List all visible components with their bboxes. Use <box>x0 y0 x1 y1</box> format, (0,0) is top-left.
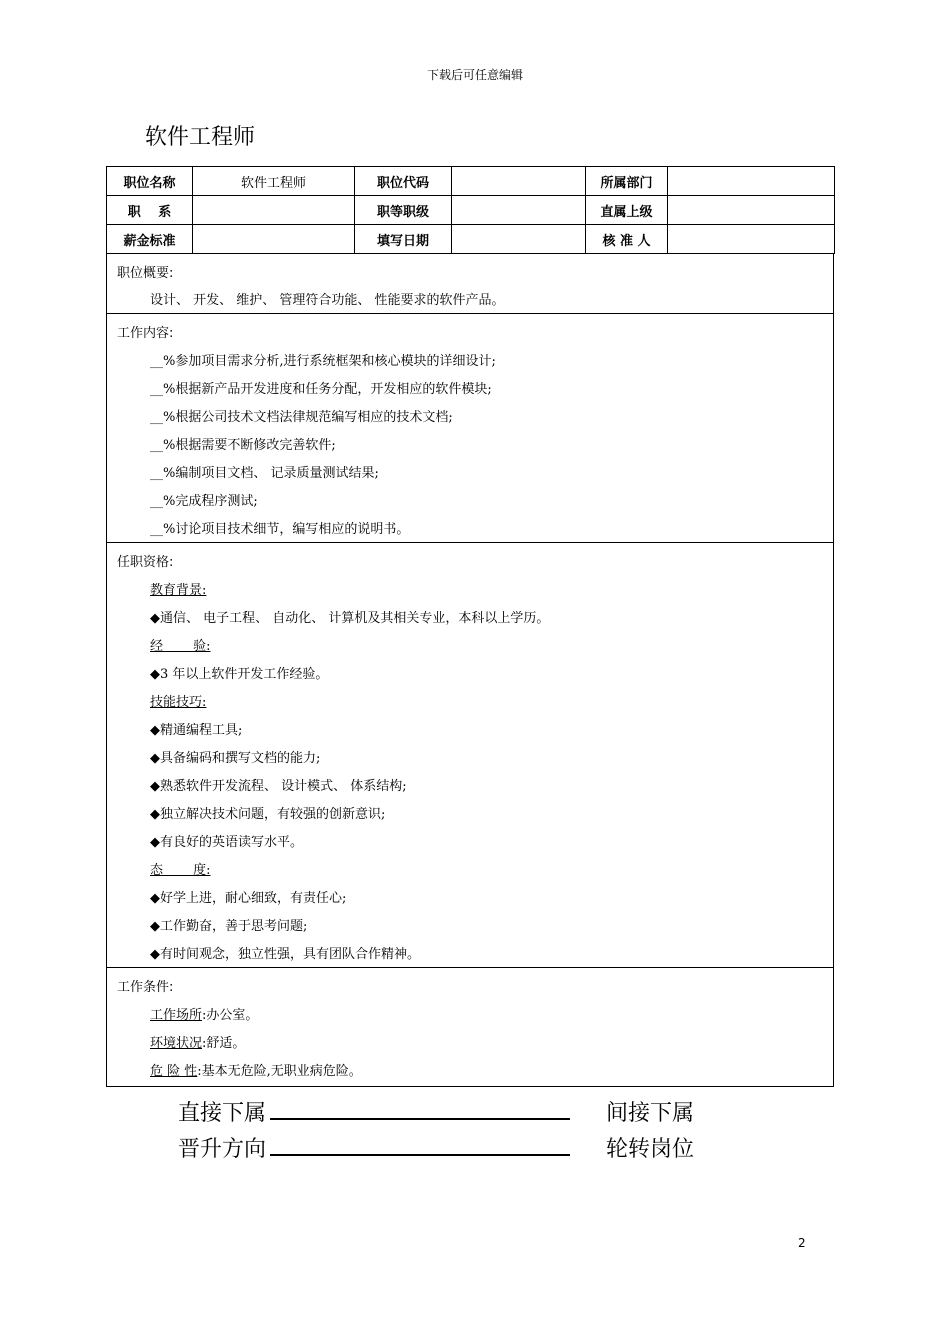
environment-value: :舒适。 <box>202 1036 246 1051</box>
workplace-value: :办公室。 <box>202 1008 259 1023</box>
attitude-item: ◆好学上进，耐心细致，有责任心; <box>150 891 347 906</box>
duty-item: __%参加项目需求分析,进行系统框架和核心模块的详细设计; <box>150 354 496 369</box>
risk-label: 危 险 性 <box>150 1064 198 1079</box>
label-position-name: 职位名称 <box>107 167 193 196</box>
label-position-code: 职位代码 <box>355 167 452 196</box>
overview-section <box>106 254 834 314</box>
workplace-label: 工作场所 <box>150 1008 203 1023</box>
education-label: 教育背景: <box>150 583 207 598</box>
attitude-item: ◆工作勤奋，善于思考问题; <box>150 919 308 934</box>
duty-item: __%根据需要不断修改完善软件; <box>150 438 336 453</box>
overview-text: 设计、 开发、 维护、 管理符合功能、 性能要求的软件产品。 <box>150 293 505 308</box>
duty-item: __%编制项目文档、 记录质量测试结果; <box>150 466 379 481</box>
duty-item: __%完成程序测试; <box>150 494 258 509</box>
promotion-label: 晋升方向 <box>178 1137 267 1162</box>
direct-reports-blank <box>270 1118 570 1120</box>
environment-line <box>150 1032 245 1051</box>
duties-section <box>106 314 834 543</box>
risk-line <box>150 1060 362 1079</box>
qualifications-title: 任职资格: <box>117 555 174 570</box>
rotation-label: 轮转岗位 <box>606 1137 695 1162</box>
value-job-grade <box>452 196 586 225</box>
table-row <box>107 196 835 225</box>
education-text: ◆通信、 电子工程、 自动化、 计算机及其相关专业，本科以上学历。 <box>150 611 550 626</box>
value-direct-supervisor <box>668 196 835 225</box>
label-fill-date: 填写日期 <box>355 225 452 254</box>
skill-item: ◆有良好的英语读写水平。 <box>150 835 303 850</box>
duty-item: __%根据新产品开发进度和任务分配，开发相应的软件模块; <box>150 382 492 397</box>
skill-item: ◆精通编程工具; <box>150 723 243 738</box>
conditions-title: 工作条件: <box>117 980 174 995</box>
label-direct-supervisor: 直属上级 <box>586 196 668 225</box>
value-fill-date <box>452 225 586 254</box>
skill-item: ◆独立解决技术问题，有较强的创新意识; <box>150 807 386 822</box>
promotion-blank <box>270 1154 570 1156</box>
value-position-code <box>452 167 586 196</box>
duty-item: __%讨论项目技术细节，编写相应的说明书。 <box>150 522 410 537</box>
experience-text: ◆3 年以上软件开发工作经验。 <box>150 667 329 682</box>
conditions-section <box>106 968 834 1087</box>
value-department <box>668 167 835 196</box>
page-number: 2 <box>798 1236 806 1250</box>
label-department: 所属部门 <box>586 167 668 196</box>
value-salary-standard <box>193 225 355 254</box>
experience-label: 经 验: <box>150 639 211 654</box>
value-position-name: 软件工程师 <box>193 167 355 196</box>
environment-label: 环境状况 <box>150 1036 203 1051</box>
table-row <box>107 167 835 196</box>
overview-title: 职位概要: <box>117 266 174 281</box>
label-approver: 核 准 人 <box>586 225 668 254</box>
attitude-label: 态 度: <box>150 863 211 878</box>
duty-item: __%根据公司技术文档法律规范编写相应的技术文档; <box>150 410 453 425</box>
job-info-table <box>106 166 835 254</box>
table-row <box>107 225 835 254</box>
indirect-reports-label: 间接下属 <box>606 1101 695 1126</box>
document-title: 软件工程师 <box>145 125 256 150</box>
risk-value: :基本无危险,无职业病危险。 <box>197 1064 362 1079</box>
header-note: 下载后可任意编辑 <box>426 68 523 82</box>
skills-label: 技能技巧: <box>150 695 207 710</box>
workplace-line <box>150 1004 258 1023</box>
label-job-grade: 职等职级 <box>355 196 452 225</box>
label-job-family: 职 系 <box>107 196 193 225</box>
qualifications-section <box>106 543 834 968</box>
skill-item: ◆熟悉软件开发流程、 设计模式、 体系结构; <box>150 779 407 794</box>
label-salary-standard: 薪金标准 <box>107 225 193 254</box>
duties-title: 工作内容: <box>117 326 174 341</box>
value-approver <box>668 225 835 254</box>
attitude-item: ◆有时间观念，独立性强，具有团队合作精神。 <box>150 947 420 962</box>
direct-reports-label: 直接下属 <box>178 1101 267 1126</box>
skill-item: ◆具备编码和撰写文档的能力; <box>150 751 321 766</box>
value-job-family <box>193 196 355 225</box>
